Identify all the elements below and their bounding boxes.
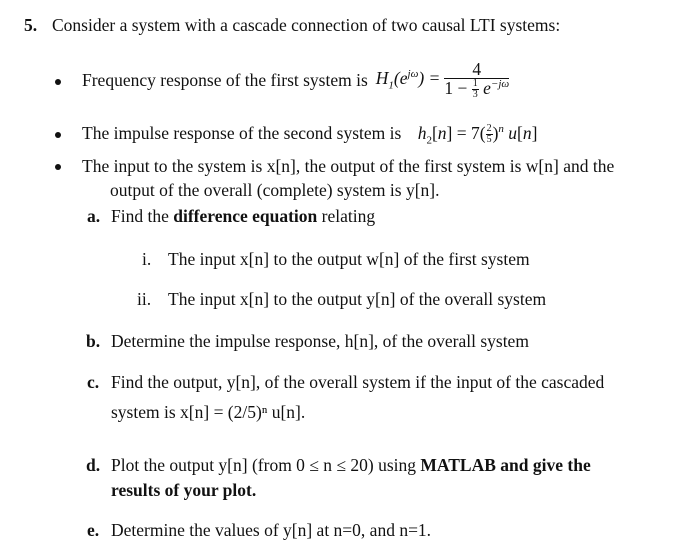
h2-expression: $h_2[n] = 7$( $\frac{2}{5}$ )$^n$ u[n]	[417, 123, 538, 147]
question-intro: Consider a system with a cascade connection of two causal LTI systems:	[52, 15, 561, 35]
fraction-numerator: 4	[444, 60, 509, 79]
part-c-line1: Find the output, y[n], of the overall system if the input of the cascaded	[111, 372, 605, 392]
part-d-line1: Plot the output y[n] (from 0 ≤ n ≤ 20) using MATLAB and give the	[111, 455, 591, 475]
h1-fraction	[444, 60, 509, 101]
part-a-subpart-i-text: The input x[n] to the output w[n] of the first system	[168, 249, 530, 269]
part-e-label: e.	[87, 520, 100, 540]
part-a-subpart-ii-text: The input x[n] to the output y[n] of the overall system	[168, 289, 547, 309]
bullet-dot	[55, 132, 61, 138]
part-e-text: Determine the values of y[n] at n=0, and n=1.	[111, 520, 432, 540]
bullet-input-output-line2: output of the overall (complete) system is y[n].	[110, 180, 440, 200]
bullet-impulse-response	[82, 123, 537, 147]
part-c-line2: system is x[n] = (2/5)ⁿ u[n].	[111, 402, 306, 422]
part-b-label: b.	[86, 331, 101, 351]
part-b-text: Determine the impulse response, h[n], of the overall system	[111, 331, 529, 351]
bullet-dot	[55, 79, 61, 85]
part-a-subpart-i-label: i.	[142, 249, 152, 269]
fraction-denominator: 1 − $\frac{1}{3}$ $e^{-j\omega}$	[444, 77, 510, 101]
difference-equation-bold: difference equation	[173, 206, 318, 226]
part-d-label: d.	[86, 455, 101, 475]
matlab-bold: MATLAB and give the	[420, 455, 591, 475]
bullet-text: The impulse response of the second system is	[82, 123, 402, 143]
bullet-dot	[55, 164, 61, 170]
question-number: 5.	[24, 15, 38, 35]
part-d-line2: results of your plot.	[111, 480, 257, 500]
part-a-text: Find the difference equation relating	[111, 206, 376, 226]
bullet-text: Frequency response of the first system is	[82, 69, 368, 90]
bullet-input-output-line1: The input to the system is x[n], the output of the first system is w[n] and the	[82, 156, 615, 176]
part-a-subpart-ii-label: ii.	[137, 289, 152, 309]
part-a-label: a.	[87, 206, 101, 226]
h1-expression: $H_1(e^{j\omega})$ =	[375, 68, 441, 92]
part-c-label: c.	[87, 372, 100, 392]
bullet-frequency-response	[82, 58, 509, 102]
